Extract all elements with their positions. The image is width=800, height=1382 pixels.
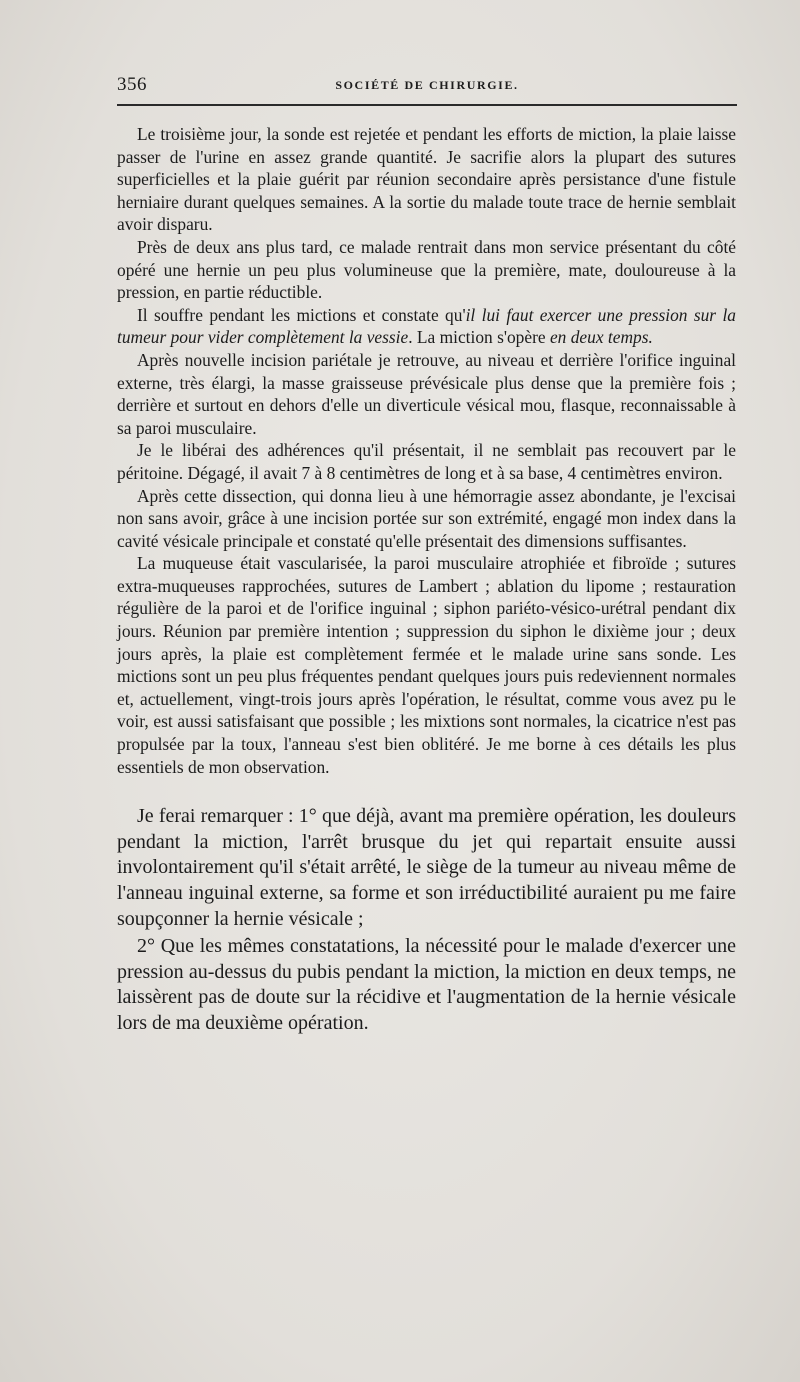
running-head: [117, 74, 737, 98]
text-segment: 2° Que les mêmes constatations, la nécessité pour le malade d'exercer une pression au-dessus du pubis pendant la miction, la miction en deux temps, ne laissèrent pas de doute sur la récidive et l'augmentation de la hernie vésicale lors de ma deuxième opération.: [117, 935, 736, 1034]
text-segment: Près de deux ans plus tard, ce malade rentrait dans mon service présentant du côté opéré une hernie un peu plus volumineuse que la première, mate, douloureuse à la pression, en partie réductible.: [117, 236, 736, 303]
text-segment: La muqueuse était vascularisée, la paroi musculaire atrophiée et fibroïde ; sutures extra-muqueuses rapprochées, sutures de Lambert ; ablation du lipome ; restauration régulière de la paroi et de l'orifice inguinal ; siphon pariéto-vésico-urétral pendant dix jours. Réunion par première intention ; suppression du siphon le dixième jour ; deux jours après, la plaie est complètement fermée et le malade urine sans sonde. Les mictions sont un peu plus fréquentes pendant quelques jours puis redeviennent normales et, actuellement, vingt-trois jours après l'opération, le résultat, comme vous avez pu le voir, est aussi satisfaisant que possible ; les mixtions sont normales, la cicatrice n'est pas propulsée par la toux, l'anneau s'est bien oblitéré. Je me borne à ces détails les plus essentiels de mon observation.: [117, 553, 736, 777]
paragraph-c2: [117, 934, 736, 1036]
italic-text-segment: en deux temps.: [549, 327, 653, 348]
body-text: [117, 123, 736, 1037]
text-segment: . La miction s'opère: [408, 327, 550, 348]
text-segment: Après cette dissection, qui donna lieu à une hémorragie assez abondante, je l'excisai non sans avoir, grâce à une incision portée sur son extrémité, engagé mon index dans la cavité vésicale principale et constaté qu'elle présentait des dimensions suffisantes.: [117, 485, 736, 551]
paragraph-p5: [117, 439, 736, 484]
paragraph-p1: [117, 123, 736, 236]
text-segment: Après nouvelle incision pariétale je retrouve, au niveau et derrière l'orifice inguinal externe, très élargi, la masse graisseuse prévésicale plus dense que la première fois ; derrière et surtout en dehors d'elle un diverticule vésical mou, flasque, reconnaissable à sa paroi musculaire.: [117, 349, 736, 438]
paragraph-p6: [117, 485, 736, 553]
text-segment: Je ferai remarquer : 1° que déjà, avant ma première opération, les douleurs pendant la miction, l'arrêt brusque du jet qui repartait ensuite aussi involontairement qu'il s'était arrêté, le siège de la tumeur au niveau même de l'anneau inguinal externe, sa forme et son irréductibilité auraient pu me faire soupçonner la hernie vésicale ;: [117, 805, 736, 930]
italic-text-segment: il lui faut exercer une pression sur la tumeur pour vider complètement la vessie: [117, 304, 736, 348]
paragraph-c1: [117, 804, 736, 932]
paragraph-p4: [117, 349, 736, 439]
case-report: [117, 123, 736, 778]
commentary: [117, 804, 736, 1036]
page-number: 356: [117, 74, 147, 95]
journal-title: SOCIÉTÉ DE CHIRURGIE.: [335, 78, 519, 92]
text-segment: Il souffre pendant les mictions et constate qu': [137, 304, 466, 325]
header-rule: [117, 104, 737, 106]
text-segment: Le troisième jour, la sonde est rejetée et pendant les efforts de miction, la plaie laisse passer de l'urine en assez grande quantité. Je sacrifie alors la plupart des sutures superficielles et la plaie guérit par réunion secondaire après persistance d'une fistule herniaire durant quelques semaines. A la sortie du malade toute trace de hernie semblait avoir disparu.: [117, 124, 736, 235]
text-segment: Je le libérai des adhérences qu'il présentait, il ne semblait pas recouvert par le péritoine. Dégagé, il avait 7 à 8 centimètres de long et à sa base, 4 centimètres environ.: [117, 440, 736, 483]
paragraph-p3: [117, 304, 736, 349]
paragraph-p7: [117, 552, 736, 778]
paragraph-p2: [117, 236, 736, 304]
